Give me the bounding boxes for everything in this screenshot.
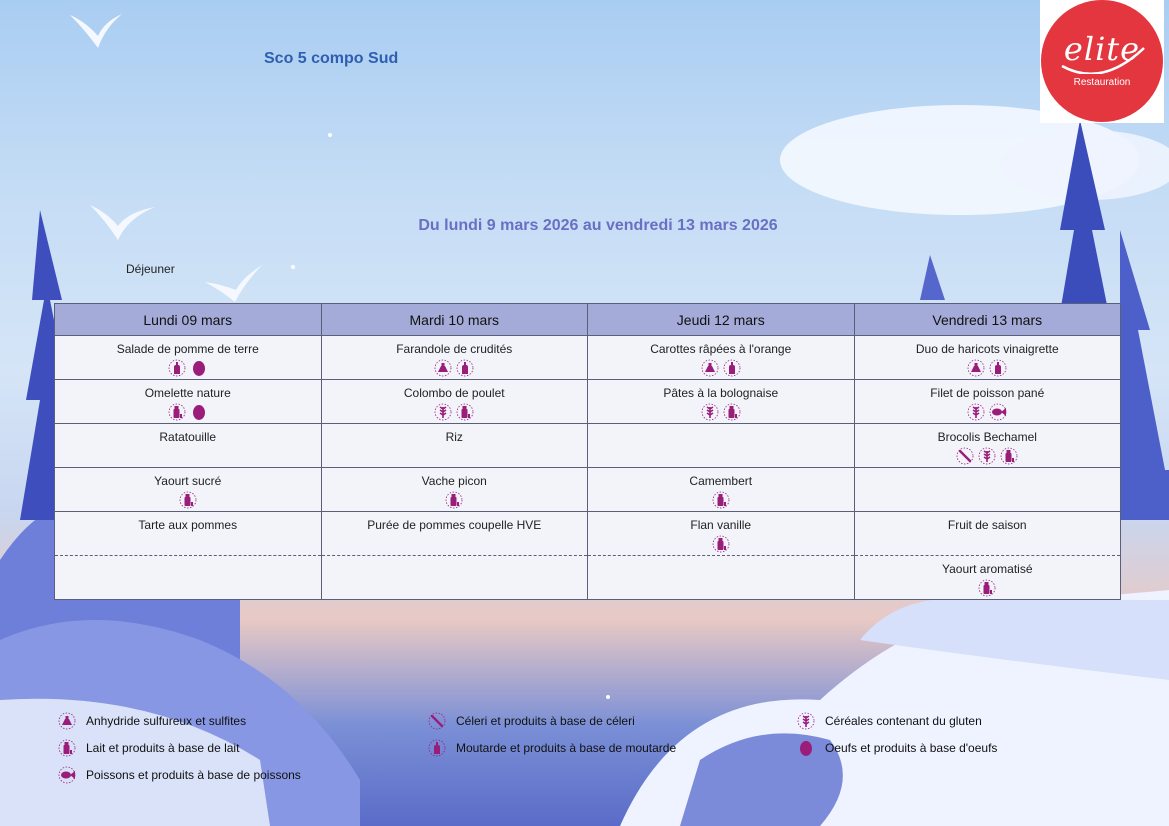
elite-restauration-logo: elite Restauration: [1040, 0, 1164, 123]
dish-name: Yaourt aromatisé: [942, 562, 1033, 576]
legend-item: Céréales contenant du gluten: [797, 712, 982, 730]
allergen-icons: [588, 403, 854, 421]
menu-period: Du lundi 9 mars 2026 au vendredi 13 mars 2026: [418, 217, 778, 234]
table-row: [55, 512, 1121, 556]
milk-icon: [179, 491, 197, 509]
mustard-icon: [989, 359, 1007, 377]
menu-cell: [854, 556, 1121, 600]
dish-name: Vache picon: [421, 474, 487, 488]
dish-name: Brocolis Bechamel: [937, 430, 1037, 444]
allergen-icons: [855, 359, 1121, 377]
dish-name: Pâtes à la bolognaise: [663, 386, 779, 400]
table-row: [55, 424, 1121, 468]
menu-cell: [55, 380, 322, 424]
allergen-icons: [588, 491, 854, 509]
gluten-icon: [701, 403, 719, 421]
days-header-row: [55, 304, 1121, 336]
menu-cell: [854, 336, 1121, 380]
milk-icon: [712, 535, 730, 553]
dish-name: Farandole de crudités: [396, 342, 513, 356]
sulphite-icon: [434, 359, 452, 377]
dish-name: Fruit de saison: [947, 518, 1027, 532]
gluten-icon: [978, 447, 996, 465]
dish-name: Flan vanille: [690, 518, 752, 532]
dish-name: Ratatouille: [159, 430, 217, 444]
menu-cell: [588, 512, 855, 556]
menu-cell: [854, 424, 1121, 468]
menu-cell: [588, 336, 855, 380]
fish-icon: [989, 403, 1007, 421]
legend-item: Céleri et produits à base de céleri: [428, 712, 635, 730]
day-header: Mardi 10 mars: [321, 304, 588, 336]
sulphite-icon: [701, 359, 719, 377]
legend-item: Oeufs et produits à base d'oeufs: [797, 739, 997, 757]
allergen-icons: [588, 535, 854, 553]
milk-icon: [445, 491, 463, 509]
menu-cell: [55, 336, 322, 380]
menu-cell: [588, 468, 855, 512]
menu-cell: [588, 380, 855, 424]
milk-icon: [712, 491, 730, 509]
dish-name: Omelette nature: [144, 386, 231, 400]
dish-name: Salade de pomme de terre: [116, 342, 259, 356]
menu-cell: [588, 424, 855, 468]
celery-icon: [956, 447, 974, 465]
milk-icon: [1000, 447, 1018, 465]
menu-cell: [55, 556, 322, 600]
milk-icon: [723, 403, 741, 421]
table-row: [55, 468, 1121, 512]
site-name: Sco 5 compo Sud: [264, 50, 399, 67]
dish-name: Colombo de poulet: [403, 386, 505, 400]
legend-item: Poissons et produits à base de poissons: [58, 766, 301, 784]
menu-cell: [321, 424, 588, 468]
allergen-icons: [322, 359, 588, 377]
menu-cell: [588, 556, 855, 600]
menu-cell: [854, 512, 1121, 556]
allergen-icons: [855, 447, 1121, 465]
sulphite-icon: [967, 359, 985, 377]
weekly-menu-table: [54, 303, 1121, 600]
egg-icon: [190, 359, 208, 377]
milk-icon: [456, 403, 474, 421]
menu-cell: [55, 468, 322, 512]
menu-cell: [321, 512, 588, 556]
allergen-icons: [322, 403, 588, 421]
dish-name: Duo de haricots vinaigrette: [915, 342, 1059, 356]
legend-item: Lait et produits à base de lait: [58, 739, 239, 757]
dish-name: Filet de poisson pané: [930, 386, 1045, 400]
dish-name: Riz: [445, 430, 463, 444]
menu-cell: [321, 380, 588, 424]
menu-cell: [854, 468, 1121, 512]
menu-cell: [854, 380, 1121, 424]
allergen-icons: [55, 359, 321, 377]
menu-cell: [321, 468, 588, 512]
allergen-icons: [55, 491, 321, 509]
allergen-icons: [855, 403, 1121, 421]
table-row: [55, 336, 1121, 380]
table-row: [55, 556, 1121, 600]
menu-cell: [321, 336, 588, 380]
day-header: Lundi 09 mars: [55, 304, 322, 336]
allergen-icons: [855, 579, 1121, 597]
gluten-icon: [967, 403, 985, 421]
gluten-icon: [434, 403, 452, 421]
menu-cell: [55, 512, 322, 556]
milk-icon: [168, 403, 186, 421]
mustard-icon: [723, 359, 741, 377]
legend-item: Moutarde et produits à base de moutarde: [428, 739, 676, 757]
day-header: Jeudi 12 mars: [588, 304, 855, 336]
mustard-icon: [456, 359, 474, 377]
meal-label: Déjeuner: [126, 262, 175, 276]
allergen-icons: [55, 403, 321, 421]
milk-icon: [978, 579, 996, 597]
dish-name: Tarte aux pommes: [138, 518, 238, 532]
day-header: Vendredi 13 mars: [854, 304, 1121, 336]
menu-cell: [321, 556, 588, 600]
menu-cell: [55, 424, 322, 468]
dish-name: Carottes râpées à l'orange: [650, 342, 792, 356]
allergen-icons: [588, 359, 854, 377]
dish-name: Yaourt sucré: [154, 474, 222, 488]
table-row: [55, 380, 1121, 424]
egg-icon: [190, 403, 208, 421]
dish-name: Camembert: [689, 474, 753, 488]
legend-item: Anhydride sulfureux et sulfites: [58, 712, 246, 730]
allergen-icons: [322, 491, 588, 509]
dish-name: Purée de pommes coupelle HVE: [367, 518, 542, 532]
mustard-icon: [168, 359, 186, 377]
